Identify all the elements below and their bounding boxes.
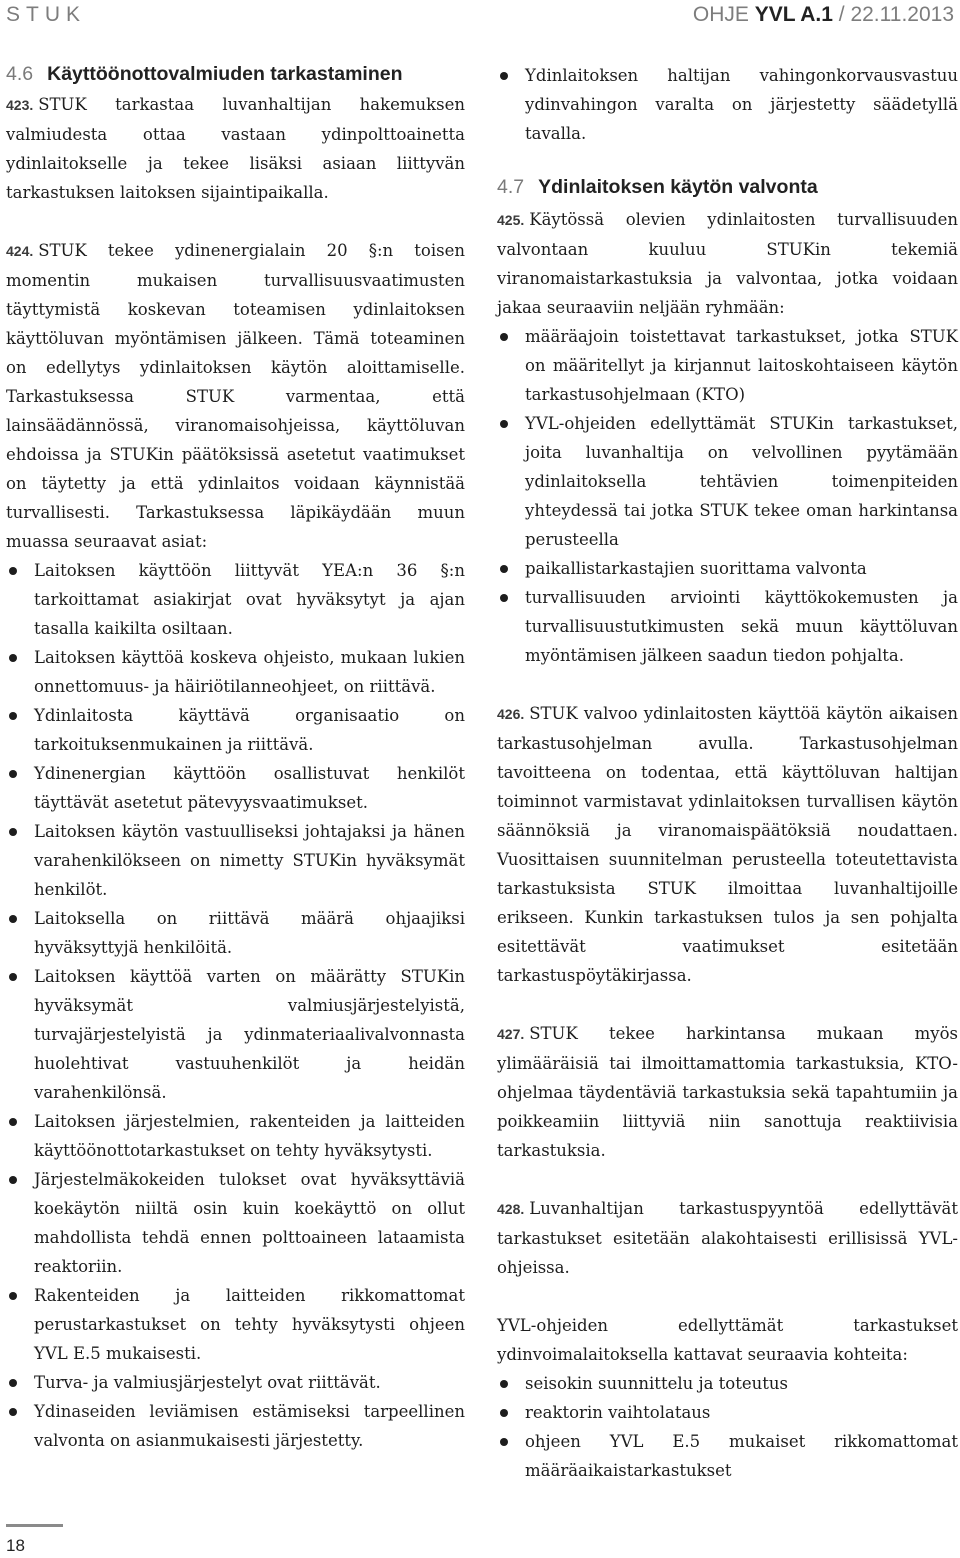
left-column	[6, 61, 465, 1455]
list-item: Ydinenergian käyttöön osallistuvat henkilöt täyttävät asetetut pätevyysvaatimukset.	[6, 759, 465, 817]
guide-prefix: OHJE	[692, 3, 755, 26]
paragraph-number: 426.	[497, 706, 525, 722]
section-heading-4-6	[6, 61, 465, 88]
guide-date: 22.11.2013	[850, 3, 954, 26]
list-item: paikallistarkastajien suorittama valvonta	[497, 554, 958, 583]
list-item: YVL-ohjeiden edellyttämät STUKin tarkastukset, joita luvanhaltija on velvollinen pyytämään ydinlaitoksella tehtävien toimenpiteiden yhteydessä tai jotka STUK tekee oman harkintansa perusteella	[497, 409, 958, 554]
list-item: Järjestelmäkokeiden tulokset ovat hyväksyttäviä koekäytön niiltä osin kuin koekäyttö on ollut mahdollista tehdä ennen polttoaineen lataamista reaktoriin.	[6, 1165, 465, 1281]
list-item: Laitoksen järjestelmien, rakenteiden ja laitteiden käyttöönottotarkastukset on tehty hyväksytysti.	[6, 1107, 465, 1165]
paragraph-423	[6, 90, 465, 207]
section-title: Käyttöönottovalmiuden tarkastaminen	[47, 63, 403, 85]
list-item: Ydinaseiden leviämisen estämiseksi tarpeellinen valvonta on asianmukaisesti järjestetty.	[6, 1397, 465, 1455]
list-item: reaktorin vaihtolataus	[497, 1398, 958, 1427]
paragraph-yvl-inspections: YVL-ohjeiden edellyttämät tarkastukset ydinvoimalaitoksella kattavat seuraavia kohteita:	[497, 1316, 958, 1364]
list-item: Ydinlaitoksen haltijan vahingonkorvausvastuu ydinvahingon varalta on järjestetty säädetyllä tavalla.	[497, 61, 958, 148]
paragraph-number: 425.	[497, 212, 525, 228]
paragraph-424	[6, 236, 465, 556]
paragraph-number: 427.	[497, 1026, 525, 1042]
right-column	[497, 61, 958, 1485]
list-item: Laitoksen käyttöön liittyvät YEA:n 36 §:n tarkoittamat asiakirjat ovat hyväksytyt ja ajan tasalla kaikilta osiltaan.	[6, 556, 465, 643]
list-item: määräajoin toistettavat tarkastukset, jotka STUK on määritellyt ja kirjannut laitoskohtaiseen käytön tarkastusohjelmaan (KTO)	[497, 322, 958, 409]
continued-list	[497, 61, 958, 148]
paragraph-text: STUK tarkastaa luvanhaltijan hakemuksen valmiudesta ottaa vastaan ydinpolttoainetta ydinlaitokselle ja tekee lisäksi asiaan liittyvän tarkastuksen laitoksen sijaintipaikalla.	[6, 95, 465, 202]
guide-code: YVL A.1	[754, 3, 833, 26]
paragraph-text: STUK tekee ydinenergialain 20 §:n toisen momentin mukaisen turvallisuusvaatimusten täyttymistä koskevan toteamisen ydinlaitoksen käyttöluvan myöntämisen jälkeen. Tämä toteaminen on edellytys ydinlaitoksen käytön aloittamiselle. Tarkastuksessa STUK varmentaa, että lainsäädännössä, viranomaisohjeissa, käyttöluvan ehdoissa ja STUKin päätöksissä asetetut vaatimukset on täytetty ja että ydinlaitos voidaan käynnistää turvallisesti. Tarkastuksessa läpikäydään muun muassa seuraavat asiat:	[6, 241, 465, 551]
list-item: seisokin suunnittelu ja toteutus	[497, 1369, 958, 1398]
list-item: Rakenteiden ja laitteiden rikkomattomat perustarkastukset on tehty hyväksytysti ohjeen YVL E.5 mukaisesti.	[6, 1281, 465, 1368]
list-item: turvallisuuden arviointi käyttökokemusten ja turvallisuustutkimusten sekä muun käyttöluvan myöntämisen jälkeen saadun tiedon pohjalta.	[497, 583, 958, 670]
paragraph-425	[497, 205, 958, 322]
section-number: 4.6	[6, 63, 34, 85]
paragraph-427	[497, 1019, 958, 1165]
page-number: 18	[6, 1536, 25, 1555]
paragraph-text: STUK valvoo ydinlaitosten käyttöä käytön aikaisen tarkastusohjelman avulla. Tarkastusohjelman tavoitteena on todentaa, että käyttöluvan haltijan toiminnot varmistavat ydinlaitoksen turvallisen käytön säännöksiä ja viranomaispäätöksiä noudattaen. Vuosittaisen suunnitelman perusteella toteutettavista tarkastuksista STUK ilmoittaa luvanhaltijoille erikseen. Kunkin tarkastuksen tulos ja sen pohjalta esitettävät vaatimukset esitetään tarkastuspöytäkirjassa.	[497, 704, 958, 985]
paragraph-number: 428.	[497, 1201, 525, 1217]
inspection-items-list	[6, 556, 465, 1455]
paragraph-text: Luvanhaltijan tarkastuspyyntöä edellyttävät tarkastukset esitetään alakohtaisesti erillisissä YVL-ohjeissa.	[497, 1199, 958, 1277]
yvl-inspection-targets-list	[497, 1369, 958, 1485]
footer-divider	[6, 1524, 63, 1527]
guide-reference	[693, 3, 954, 27]
paragraph-428	[497, 1194, 958, 1282]
list-item: Laitoksella on riittävä määrä ohjaajiksi hyväksyttyjä henkilöitä.	[6, 904, 465, 962]
list-item: Ydinlaitosta käyttävä organisaatio on tarkoituksenmukainen ja riittävä.	[6, 701, 465, 759]
stuk-logo-text: STUK	[6, 3, 87, 26]
paragraph-number: 423.	[6, 97, 34, 113]
page-header	[0, 0, 960, 30]
section-number: 4.7	[497, 176, 525, 198]
paragraph-text: STUK tekee harkintansa mukaan myös ylimääräisiä tai ilmoittamattomia tarkastuksia, KTO-ohjelmaa täydentäviä tarkastuksia sekä tapahtumiin ja poikkeamiin liittyviä niin sanottuja reaktiivisia tarkastuksia.	[497, 1024, 958, 1160]
section-heading-4-7	[497, 174, 958, 201]
list-item: ohjeen YVL E.5 mukaiset rikkomattomat määräaikaistarkastukset	[497, 1427, 958, 1485]
list-item: Turva- ja valmiusjärjestelyt ovat riittävät.	[6, 1368, 465, 1397]
list-item: Laitoksen käytön vastuulliseksi johtajaksi ja hänen varahenkilökseen on nimetty STUKin hyväksymät henkilöt.	[6, 817, 465, 904]
list-item: Laitoksen käyttöä koskeva ohjeisto, mukaan lukien onnettomuus- ja häiriötilanneohjeet, on riittävä.	[6, 643, 465, 701]
supervision-groups-list	[497, 322, 958, 670]
paragraph-426	[497, 699, 958, 990]
paragraph-number: 424.	[6, 243, 34, 259]
paragraph-text: Käytössä olevien ydinlaitosten turvallisuuden valvontaan kuuluu STUKin tekemiä viranomaistarkastuksia ja valvontaa, jotka voidaan jakaa seuraaviin neljään ryhmään:	[497, 210, 958, 317]
date-separator: /	[832, 3, 851, 26]
list-item: Laitoksen käyttöä varten on määrätty STUKin hyväksymät valmiusjärjestelyistä, turvajärjestelyistä ja ydinmateriaalivalvonnasta huolehtivat vastuuhenkilöt ja heidän varahenkilönsä.	[6, 962, 465, 1107]
section-title: Ydinlaitoksen käytön valvonta	[538, 176, 818, 198]
